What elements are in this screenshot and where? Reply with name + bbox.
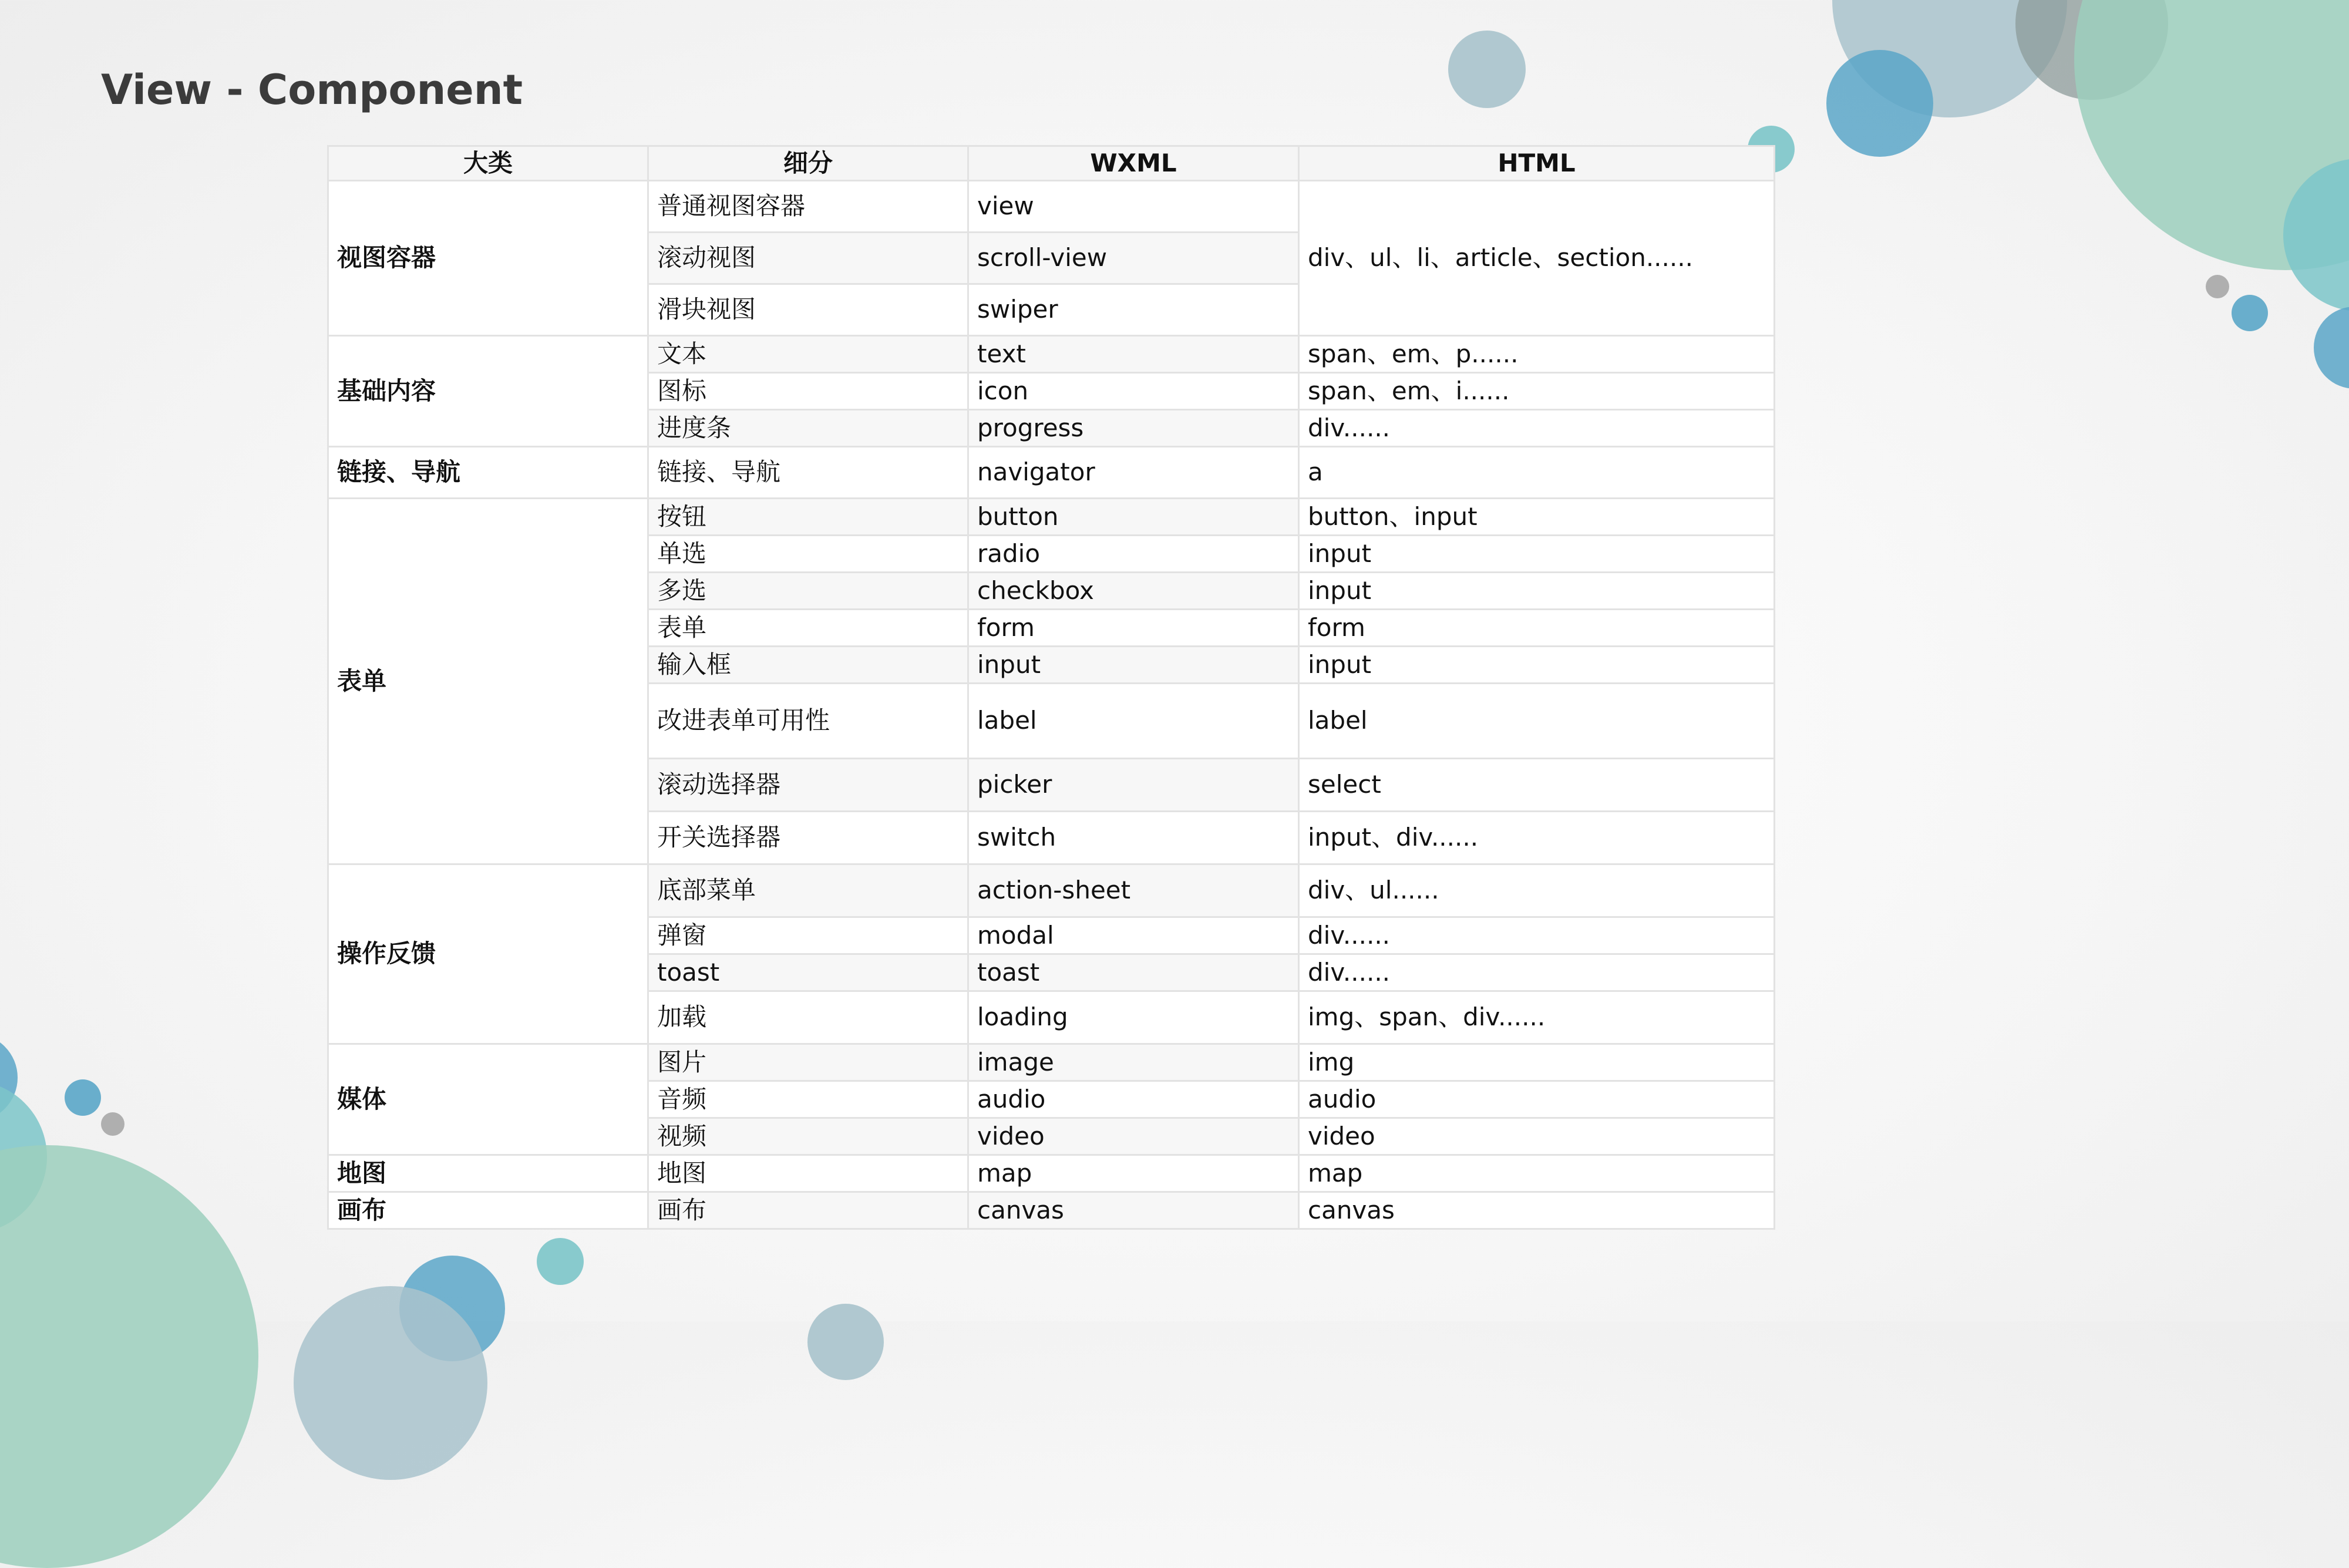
wxml-cell: checkbox [968, 573, 1299, 610]
decor-bubble [1448, 31, 1526, 108]
subcategory-cell: 输入框 [648, 647, 968, 684]
decor-bubble [2314, 307, 2349, 389]
html-cell: map [1299, 1155, 1775, 1192]
decor-bubble [101, 1112, 124, 1136]
html-cell: img [1299, 1044, 1775, 1081]
wxml-cell: text [968, 336, 1299, 373]
table-row [328, 864, 1775, 917]
html-cell: div...... [1299, 917, 1775, 954]
wxml-cell: switch [968, 812, 1299, 864]
subcategory-cell: 地图 [648, 1155, 968, 1192]
table-row [328, 447, 1775, 499]
decor-bubble [537, 1238, 584, 1285]
wxml-cell: loading [968, 991, 1299, 1044]
subcategory-cell: 文本 [648, 336, 968, 373]
wxml-cell: navigator [968, 447, 1299, 499]
wxml-cell: icon [968, 373, 1299, 410]
subcategory-cell: 链接、导航 [648, 447, 968, 499]
header-subcategory: 细分 [648, 146, 968, 181]
html-cell: audio [1299, 1081, 1775, 1118]
wxml-cell: picker [968, 759, 1299, 812]
subcategory-cell: 多选 [648, 573, 968, 610]
decor-bubble [2206, 275, 2229, 298]
category-cell: 视图容器 [328, 181, 648, 336]
subcategory-cell: 按钮 [648, 499, 968, 536]
subcategory-cell: 单选 [648, 536, 968, 573]
html-cell: input [1299, 536, 1775, 573]
wxml-cell: scroll-view [968, 233, 1299, 284]
category-cell: 操作反馈 [328, 864, 648, 1044]
table-row [328, 336, 1775, 373]
html-cell: canvas [1299, 1192, 1775, 1229]
table-header-row [328, 146, 1775, 181]
subcategory-cell: 音频 [648, 1081, 968, 1118]
subcategory-cell: 滚动选择器 [648, 759, 968, 812]
wxml-cell: audio [968, 1081, 1299, 1118]
header-wxml: WXML [968, 146, 1299, 181]
subcategory-cell: 视频 [648, 1118, 968, 1155]
subcategory-cell: 普通视图容器 [648, 181, 968, 233]
html-cell: span、em、i...... [1299, 373, 1775, 410]
header-html: HTML [1299, 146, 1775, 181]
html-cell: div...... [1299, 410, 1775, 447]
html-cell: input [1299, 647, 1775, 684]
subcategory-cell: 底部菜单 [648, 864, 968, 917]
wxml-cell: label [968, 684, 1299, 759]
wxml-cell: button [968, 499, 1299, 536]
html-cell: input、div...... [1299, 812, 1775, 864]
decor-bubble [0, 1145, 258, 1568]
wxml-cell: modal [968, 917, 1299, 954]
category-cell: 基础内容 [328, 336, 648, 447]
decor-bubble [1826, 50, 1933, 157]
subcategory-cell: 图标 [648, 373, 968, 410]
html-cell: div...... [1299, 954, 1775, 991]
html-cell: button、input [1299, 499, 1775, 536]
html-cell: img、span、div...... [1299, 991, 1775, 1044]
html-cell: span、em、p...... [1299, 336, 1775, 373]
category-cell: 画布 [328, 1192, 648, 1229]
header-category: 大类 [328, 146, 648, 181]
decor-bubble [2232, 295, 2268, 331]
decor-bubble [807, 1304, 884, 1380]
wxml-cell: progress [968, 410, 1299, 447]
table-row [328, 1155, 1775, 1192]
category-cell: 表单 [328, 499, 648, 864]
subcategory-cell: toast [648, 954, 968, 991]
subcategory-cell: 改进表单可用性 [648, 684, 968, 759]
subcategory-cell: 画布 [648, 1192, 968, 1229]
html-cell: div、ul...... [1299, 864, 1775, 917]
subcategory-cell: 进度条 [648, 410, 968, 447]
subcategory-cell: 滚动视图 [648, 233, 968, 284]
subcategory-cell: 加载 [648, 991, 968, 1044]
table-row [328, 1044, 1775, 1081]
html-cell: a [1299, 447, 1775, 499]
html-cell: video [1299, 1118, 1775, 1155]
subcategory-cell: 滑块视图 [648, 284, 968, 336]
wxml-cell: form [968, 610, 1299, 647]
html-cell: label [1299, 684, 1775, 759]
wxml-cell: action-sheet [968, 864, 1299, 917]
html-cell: form [1299, 610, 1775, 647]
html-cell: div、ul、li、article、section...... [1299, 181, 1775, 336]
wxml-cell: image [968, 1044, 1299, 1081]
subcategory-cell: 表单 [648, 610, 968, 647]
wxml-cell: toast [968, 954, 1299, 991]
component-mapping-table [327, 145, 1775, 1230]
wxml-cell: map [968, 1155, 1299, 1192]
decor-bubble [65, 1079, 101, 1116]
wxml-cell: view [968, 181, 1299, 233]
category-cell: 地图 [328, 1155, 648, 1192]
subcategory-cell: 图片 [648, 1044, 968, 1081]
category-cell: 链接、导航 [328, 447, 648, 499]
decor-bubble [294, 1286, 487, 1480]
subcategory-cell: 开关选择器 [648, 812, 968, 864]
category-cell: 媒体 [328, 1044, 648, 1155]
table-body [328, 181, 1775, 1229]
wxml-cell: video [968, 1118, 1299, 1155]
table-row [328, 181, 1775, 233]
html-cell: select [1299, 759, 1775, 812]
table-row [328, 499, 1775, 536]
html-cell: input [1299, 573, 1775, 610]
page-title: View - Component [101, 66, 523, 114]
wxml-cell: input [968, 647, 1299, 684]
wxml-cell: radio [968, 536, 1299, 573]
wxml-cell: canvas [968, 1192, 1299, 1229]
wxml-cell: swiper [968, 284, 1299, 336]
subcategory-cell: 弹窗 [648, 917, 968, 954]
table-row [328, 1192, 1775, 1229]
